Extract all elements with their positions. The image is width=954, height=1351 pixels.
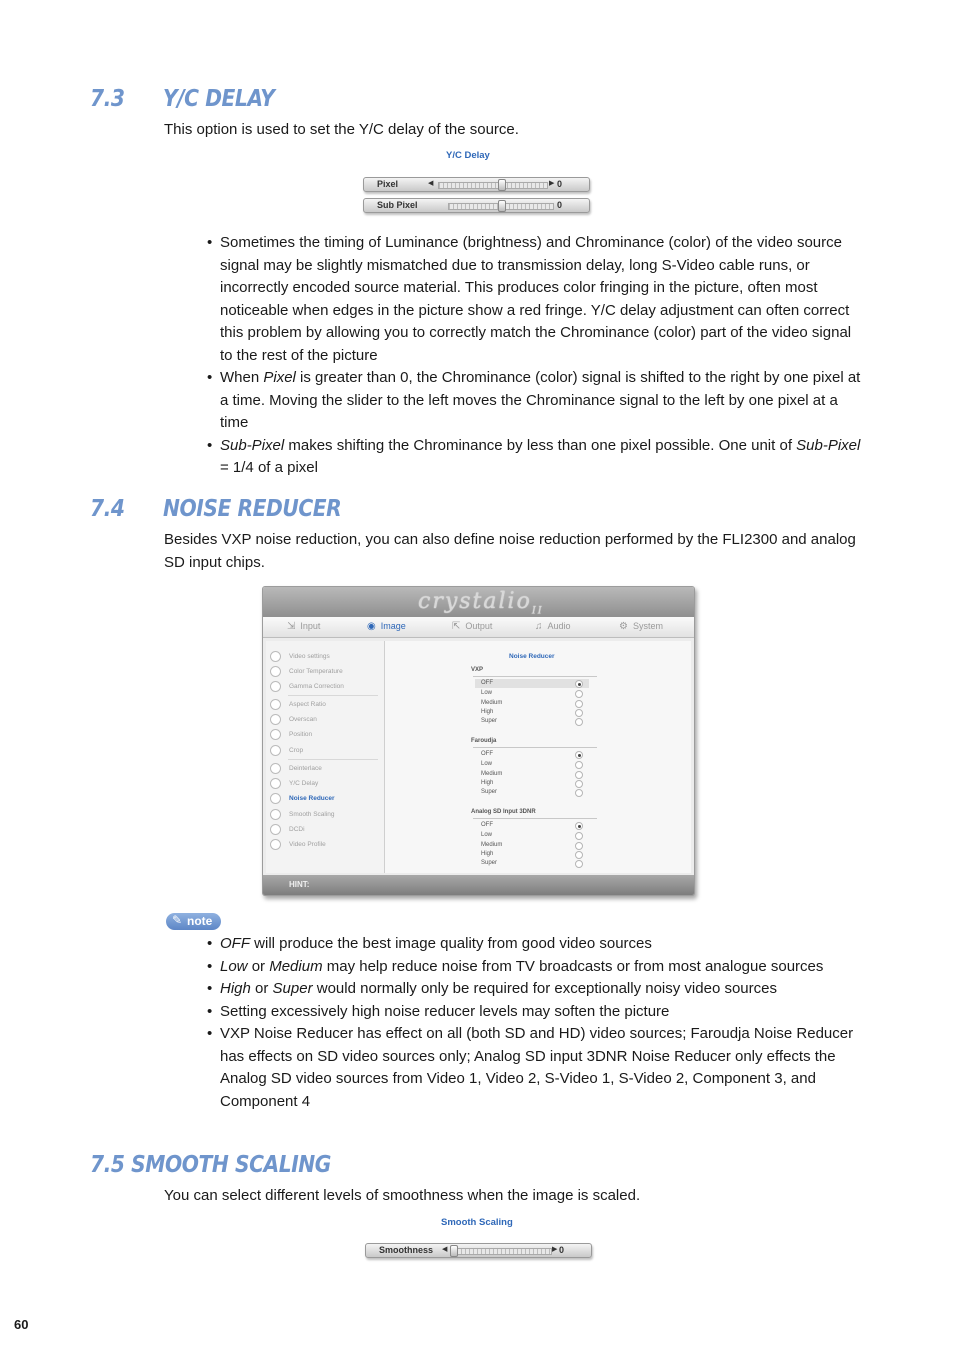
sub-pixel-slider[interactable]: [363, 198, 590, 213]
eye-icon: ◉: [367, 621, 376, 632]
tab-output[interactable]: ⇱ Output: [452, 621, 493, 632]
smoothness-slider[interactable]: [365, 1243, 592, 1258]
pixel-slider-thumb[interactable]: [498, 179, 506, 191]
arrow-left-icon[interactable]: ◀: [428, 180, 434, 187]
tab-image[interactable]: ◉ Image: [367, 621, 406, 632]
output-icon: ⇱: [452, 621, 461, 632]
smoothness-slider-value: 0: [559, 1245, 565, 1255]
list-item: • Sub-Pixel makes shifting the Chrominance by less than one pixel possible. One unit of Sub-Pixel = 1/4 of a pixel: [205, 435, 865, 480]
sub-pixel-slider-thumb[interactable]: [498, 200, 506, 212]
group-divider: [473, 747, 597, 748]
group-label-vxp: VXP: [471, 667, 484, 673]
smoothness-slider-track[interactable]: [452, 1248, 552, 1255]
arrow-right-icon[interactable]: ▶: [549, 180, 555, 187]
panel-title: Noise Reducer: [509, 653, 555, 660]
yc-delay-bullets: [205, 232, 865, 480]
faroudja-option-high[interactable]: High: [481, 780, 494, 786]
yc-delay-widget-title: Y/C Delay: [446, 150, 490, 161]
tab-audio[interactable]: ♫ Audio: [535, 621, 571, 632]
vxp-option-low[interactable]: Low: [481, 690, 493, 696]
analog-option-low[interactable]: Low: [481, 832, 493, 838]
pixel-slider-label: Pixel: [377, 179, 399, 189]
faroudja-super-radio[interactable]: [575, 789, 583, 797]
analog-low-radio[interactable]: [575, 832, 583, 840]
page-number: 60: [14, 1317, 29, 1332]
group-label-analog-3dnr: Analog SD Input 3DNR: [471, 809, 536, 815]
pencil-icon: ✎: [172, 913, 183, 927]
vxp-option-high[interactable]: High: [481, 709, 494, 715]
radio-circle-icon: [270, 839, 281, 850]
list-item: • When Pixel is greater than 0, the Chrominance (color) signal is shifted to the right by one pixel at a time. Moving the slider to the left moves the Chrominance signal to the left by one pixel at a time: [205, 367, 865, 435]
radio-circle-icon: [270, 793, 281, 804]
arrow-left-icon[interactable]: ◀: [442, 1246, 448, 1253]
vxp-high-radio[interactable]: [575, 709, 583, 717]
section-title-yc-delay: Y/C DELAY: [163, 86, 275, 112]
list-item: • High or Super would normally only be required for exceptionally noisy video sources: [205, 978, 865, 1001]
input-icon: ⇲: [287, 621, 296, 632]
analog-option-medium[interactable]: Medium: [481, 842, 503, 848]
radio-circle-icon: [270, 714, 281, 725]
tab-system[interactable]: ⚙ System: [619, 621, 663, 632]
vxp-super-radio[interactable]: [575, 718, 583, 726]
analog-high-radio[interactable]: [575, 851, 583, 859]
radio-circle-icon: [270, 824, 281, 835]
faroudja-option-low[interactable]: Low: [481, 761, 493, 767]
sub-pixel-slider-label: Sub Pixel: [377, 200, 418, 210]
sidebar-divider: [288, 695, 378, 696]
noise-reducer-bullets: [205, 933, 865, 1113]
tab-input[interactable]: ⇲ Input: [287, 621, 321, 632]
group-divider: [473, 818, 597, 819]
faroudja-option-super[interactable]: Super: [481, 789, 498, 795]
brand-logo: crystalio$_{II}$: [418, 589, 544, 617]
image-sidebar: Video settings Color Temperature Gamma Correction Aspect Ratio Overscan Position Crop Deinterlace Y/C Delay Noise Reducer Smooth Scaling DCDi Video Profile: [266, 641, 385, 873]
yc-delay-intro: This option is used to set the Y/C delay of the source.: [164, 121, 519, 138]
section-number-7-4: 7.4: [90, 496, 125, 522]
vxp-option-super[interactable]: Super: [481, 718, 498, 724]
smoothness-slider-label: Smoothness: [379, 1245, 434, 1255]
faroudja-low-radio[interactable]: [575, 761, 583, 769]
faroudja-option-medium[interactable]: Medium: [481, 771, 503, 777]
noise-reducer-panel: [385, 641, 691, 873]
pixel-slider-track[interactable]: [438, 182, 548, 189]
radio-circle-icon: [270, 778, 281, 789]
section-number-7-3: 7.3: [90, 86, 125, 112]
group-divider: [473, 676, 597, 677]
list-item: • Setting excessively high noise reducer levels may soften the picture: [205, 1001, 865, 1024]
analog-option-off[interactable]: OFF: [481, 822, 493, 828]
sidebar-divider: [288, 759, 378, 760]
analog-off-radio[interactable]: [575, 822, 583, 830]
analog-option-high[interactable]: High: [481, 851, 494, 857]
hint-label: HINT:: [289, 880, 310, 889]
analog-option-super[interactable]: Super: [481, 860, 498, 866]
smooth-scaling-widget-title: Smooth Scaling: [441, 1217, 513, 1228]
analog-super-radio[interactable]: [575, 860, 583, 868]
vxp-option-off[interactable]: OFF: [481, 680, 493, 686]
section-title-noise-reducer: NOISE REDUCER: [163, 496, 342, 522]
gear-icon: ⚙: [619, 621, 628, 632]
radio-circle-icon: [270, 681, 281, 692]
section-title-smooth-scaling: 7.5 SMOOTH SCALING: [90, 1152, 331, 1178]
pixel-slider[interactable]: [363, 177, 590, 192]
faroudja-high-radio[interactable]: [575, 780, 583, 788]
smoothness-slider-thumb[interactable]: [450, 1245, 458, 1257]
hint-bar: [263, 875, 694, 895]
sub-pixel-slider-value: 0: [557, 200, 563, 210]
vxp-off-radio[interactable]: [575, 680, 583, 688]
noise-reducer-intro: Besides VXP noise reduction, you can also define noise reduction performed by the FLI2300 and analog SD input chips.: [164, 531, 856, 571]
radio-circle-icon: [270, 763, 281, 774]
radio-circle-icon: [270, 745, 281, 756]
app-header: [263, 587, 694, 617]
radio-circle-icon: [270, 809, 281, 820]
group-label-faroudja: Faroudja: [471, 738, 497, 744]
radio-circle-icon: [270, 699, 281, 710]
list-item: • Sometimes the timing of Luminance (brightness) and Chrominance (color) of the video source signal may be slightly mismatched due to transmission delay, long S-Video cable runs, or incorrectly encoded source material. This produces color fringing in the picture, often most noticeable when edges in the picture show a red fringe. Y/C delay adjustment can often correct this problem by allowing you to correctly match the Chrominance (color) part of the video signal to the rest of the picture: [205, 232, 865, 367]
list-item: • Low or Medium may help reduce noise from TV broadcasts or from most analogue sources: [205, 956, 865, 979]
vxp-option-medium[interactable]: Medium: [481, 700, 503, 706]
radio-circle-icon: [270, 729, 281, 740]
faroudja-option-off[interactable]: OFF: [481, 751, 493, 757]
main-tabs: [263, 617, 694, 638]
list-item: • OFF will produce the best image quality from good video sources: [205, 933, 865, 956]
note-badge: [166, 913, 221, 930]
faroudja-off-radio[interactable]: [575, 751, 583, 759]
noise-reducer-screenshot: [262, 586, 695, 896]
smooth-scaling-intro: You can select different levels of smoothness when the image is scaled.: [164, 1187, 641, 1204]
vxp-low-radio[interactable]: [575, 690, 583, 698]
radio-circle-icon: [270, 666, 281, 677]
radio-circle-icon: [270, 651, 281, 662]
analog-medium-radio[interactable]: [575, 842, 583, 850]
note-label: note: [187, 914, 213, 928]
faroudja-medium-radio[interactable]: [575, 771, 583, 779]
vxp-medium-radio[interactable]: [575, 700, 583, 708]
pixel-slider-value: 0: [557, 179, 563, 189]
list-item: • VXP Noise Reducer has effect on all (both SD and HD) video sources; Faroudja Noise Reducer has effects on SD video sources only; Analog SD input 3DNR Noise Reducer only effects the Analog SD video sources from Video 1, Video 2, S-Video 1, S-Video 2, Component 3, and Component 4: [205, 1023, 865, 1113]
arrow-right-icon[interactable]: ▶: [552, 1246, 558, 1253]
speaker-icon: ♫: [535, 621, 543, 632]
